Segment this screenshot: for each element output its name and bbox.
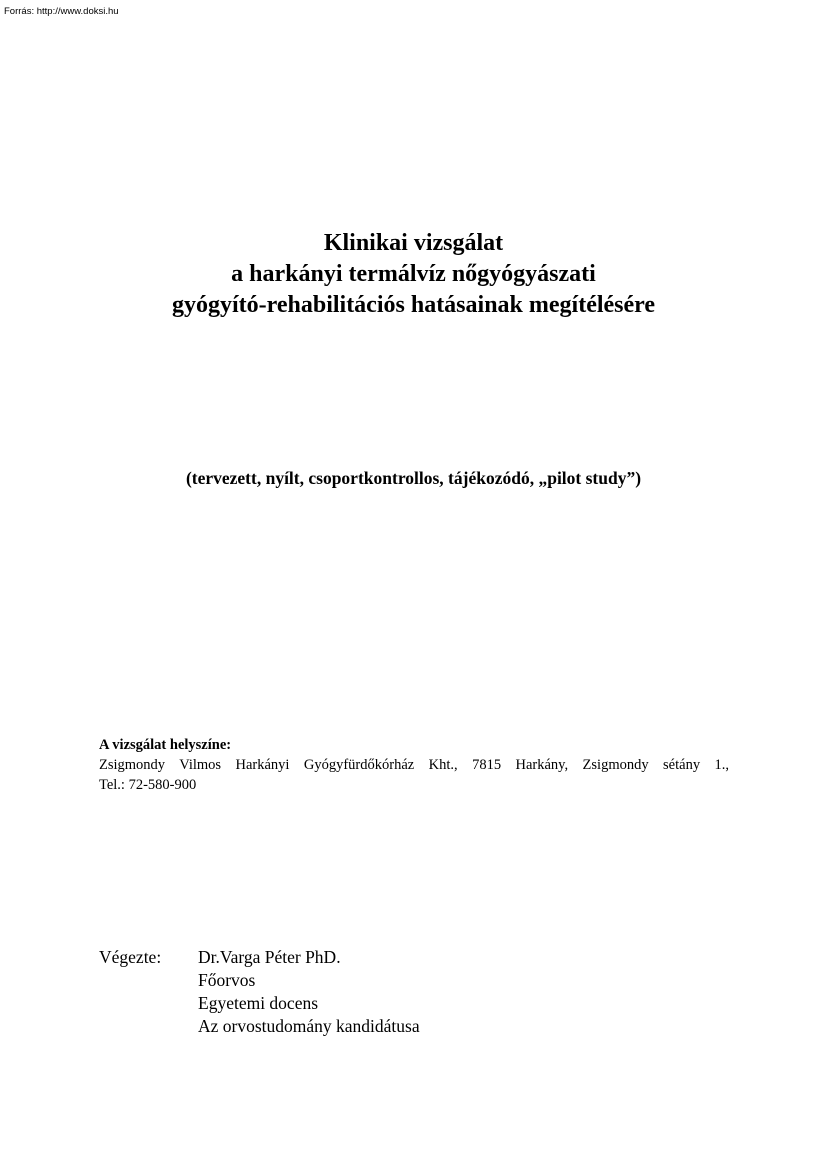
study-type-subtitle: (tervezett, nyílt, csoportkontrollos, tájékozódó, „pilot study”) — [185, 468, 642, 488]
location-address: Zsigmondy Vilmos Harkányi Gyógyfürdőkórház Kht., 7815 Harkány, Zsigmondy sétány 1., — [99, 757, 729, 773]
title-line-3: gyógyító-rehabilitációs hatásainak megítélésére — [171, 292, 656, 318]
title-line-1: Klinikai vizsgálat — [323, 230, 504, 256]
author-name: Dr.Varga Péter PhD. — [198, 947, 341, 967]
document-title — [0, 228, 827, 321]
source-attribution: Forrás: http://www.doksi.hu — [4, 6, 119, 17]
author-details — [198, 946, 420, 1038]
study-location — [99, 735, 729, 795]
author-degree: Az orvostudomány kandidátusa — [198, 1016, 420, 1036]
author-position: Egyetemi docens — [198, 993, 319, 1013]
location-heading: A vizsgálat helyszíne: — [99, 737, 232, 753]
location-phone: Tel.: 72-580-900 — [99, 777, 197, 793]
title-line-2: a harkányi termálvíz nőgyógyászati — [231, 261, 596, 287]
author-label: Végezte: — [99, 947, 162, 967]
author-role: Főorvos — [198, 970, 256, 990]
